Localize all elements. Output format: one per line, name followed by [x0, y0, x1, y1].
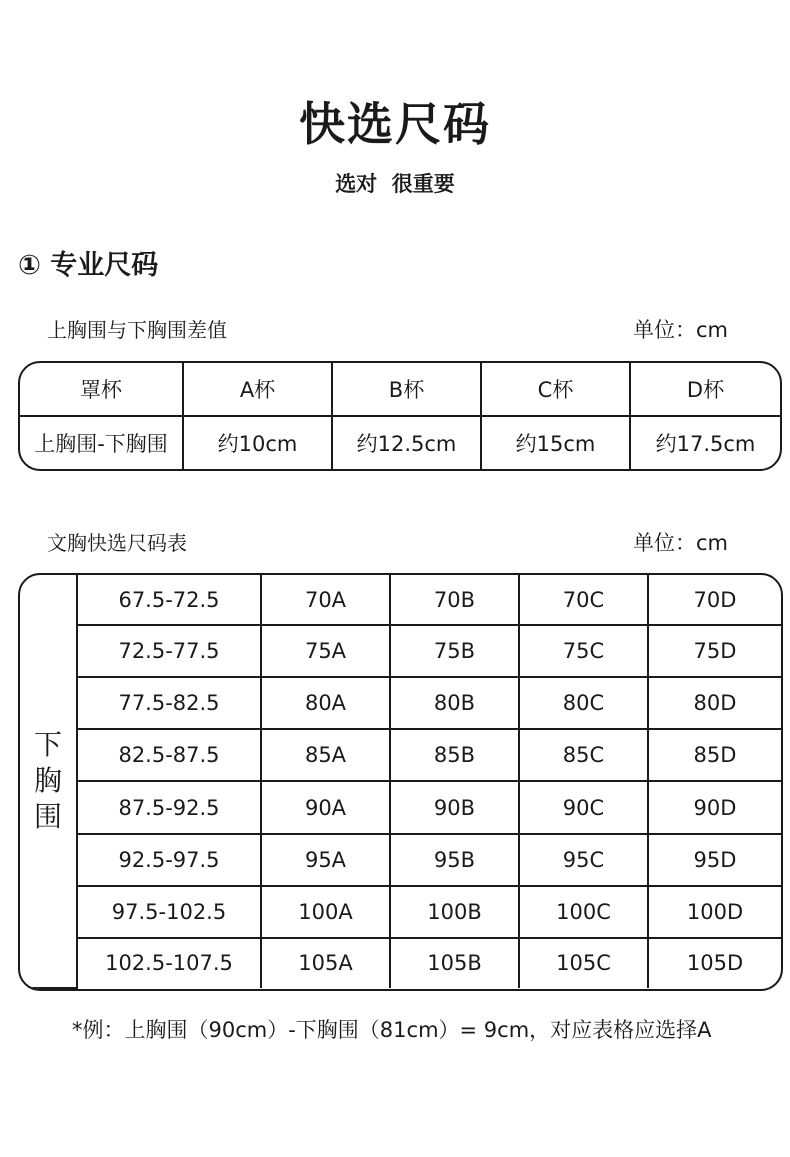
band-range-cell: 72.5-77.5 — [77, 625, 261, 677]
size-cell: 100D — [648, 886, 781, 938]
size-cell: 95C — [519, 834, 648, 886]
table-cell: 上胸围-下胸围 — [20, 416, 183, 469]
table-row — [20, 416, 780, 469]
table-cell: 约12.5cm — [332, 416, 481, 469]
size-chart-table — [18, 573, 783, 991]
table-row — [20, 834, 781, 886]
section-heading: ① 专业尺码 — [18, 250, 159, 281]
table-row — [20, 938, 781, 988]
table-cell: 约15cm — [481, 416, 630, 469]
size-cell: 80A — [261, 677, 390, 729]
band-range-cell: 97.5-102.5 — [77, 886, 261, 938]
table-row — [20, 575, 781, 625]
page-subtitle: 选对 很重要 — [335, 172, 455, 196]
band-range-cell: 102.5-107.5 — [77, 938, 261, 988]
size-cell: 90D — [648, 781, 781, 833]
table-row — [20, 729, 781, 781]
table-cell: 约17.5cm — [630, 416, 780, 469]
size-cell: 95D — [648, 834, 781, 886]
band-range-cell: 67.5-72.5 — [77, 575, 261, 625]
cup-table-unit: 单位：cm — [633, 318, 729, 342]
band-range-cell: 92.5-97.5 — [77, 834, 261, 886]
size-cell: 80B — [390, 677, 519, 729]
size-cell: 85B — [390, 729, 519, 781]
table-cell: 约10cm — [183, 416, 332, 469]
size-cell: 105D — [648, 938, 781, 988]
size-cell: 70A — [261, 575, 390, 625]
size-cell: 100C — [519, 886, 648, 938]
size-cell: 90A — [261, 781, 390, 833]
size-cell: 70D — [648, 575, 781, 625]
table-row — [20, 781, 781, 833]
size-cell: 105C — [519, 938, 648, 988]
size-cell: 100A — [261, 886, 390, 938]
band-range-cell: 77.5-82.5 — [77, 677, 261, 729]
table-header-cell: D杯 — [630, 363, 780, 416]
cup-difference-table — [18, 361, 782, 471]
table-row — [20, 886, 781, 938]
table-header-row — [20, 363, 780, 416]
size-cell: 80D — [648, 677, 781, 729]
size-table-unit: 单位：cm — [633, 531, 729, 555]
table-row — [20, 677, 781, 729]
size-cell: 75B — [390, 625, 519, 677]
page-title: 快选尺码 — [299, 97, 491, 151]
table-row — [20, 625, 781, 677]
size-cell: 90C — [519, 781, 648, 833]
cup-table-label: 上胸围与下胸围差值 — [47, 318, 227, 342]
size-cell: 85A — [261, 729, 390, 781]
size-table-label: 文胸快选尺码表 — [47, 531, 187, 555]
size-cell: 95A — [261, 834, 390, 886]
size-cell: 75C — [519, 625, 648, 677]
band-range-cell: 87.5-92.5 — [77, 781, 261, 833]
size-cell: 85D — [648, 729, 781, 781]
size-cell: 75D — [648, 625, 781, 677]
side-label-cell — [20, 575, 77, 988]
footnote: *例：上胸围（90cm）-下胸围（81cm）= 9cm，对应表格应选择A — [72, 1018, 712, 1042]
size-cell: 70B — [390, 575, 519, 625]
size-cell: 105A — [261, 938, 390, 988]
table-header-cell: C杯 — [481, 363, 630, 416]
size-cell: 100B — [390, 886, 519, 938]
size-cell: 75A — [261, 625, 390, 677]
side-label: 下胸围 — [33, 728, 62, 833]
table-header-cell: B杯 — [332, 363, 481, 416]
size-cell: 85C — [519, 729, 648, 781]
size-cell: 80C — [519, 677, 648, 729]
size-cell: 105B — [390, 938, 519, 988]
size-cell: 70C — [519, 575, 648, 625]
size-cell: 90B — [390, 781, 519, 833]
band-range-cell: 82.5-87.5 — [77, 729, 261, 781]
table-header-cell: 罩杯 — [20, 363, 183, 416]
table-header-cell: A杯 — [183, 363, 332, 416]
size-cell: 95B — [390, 834, 519, 886]
